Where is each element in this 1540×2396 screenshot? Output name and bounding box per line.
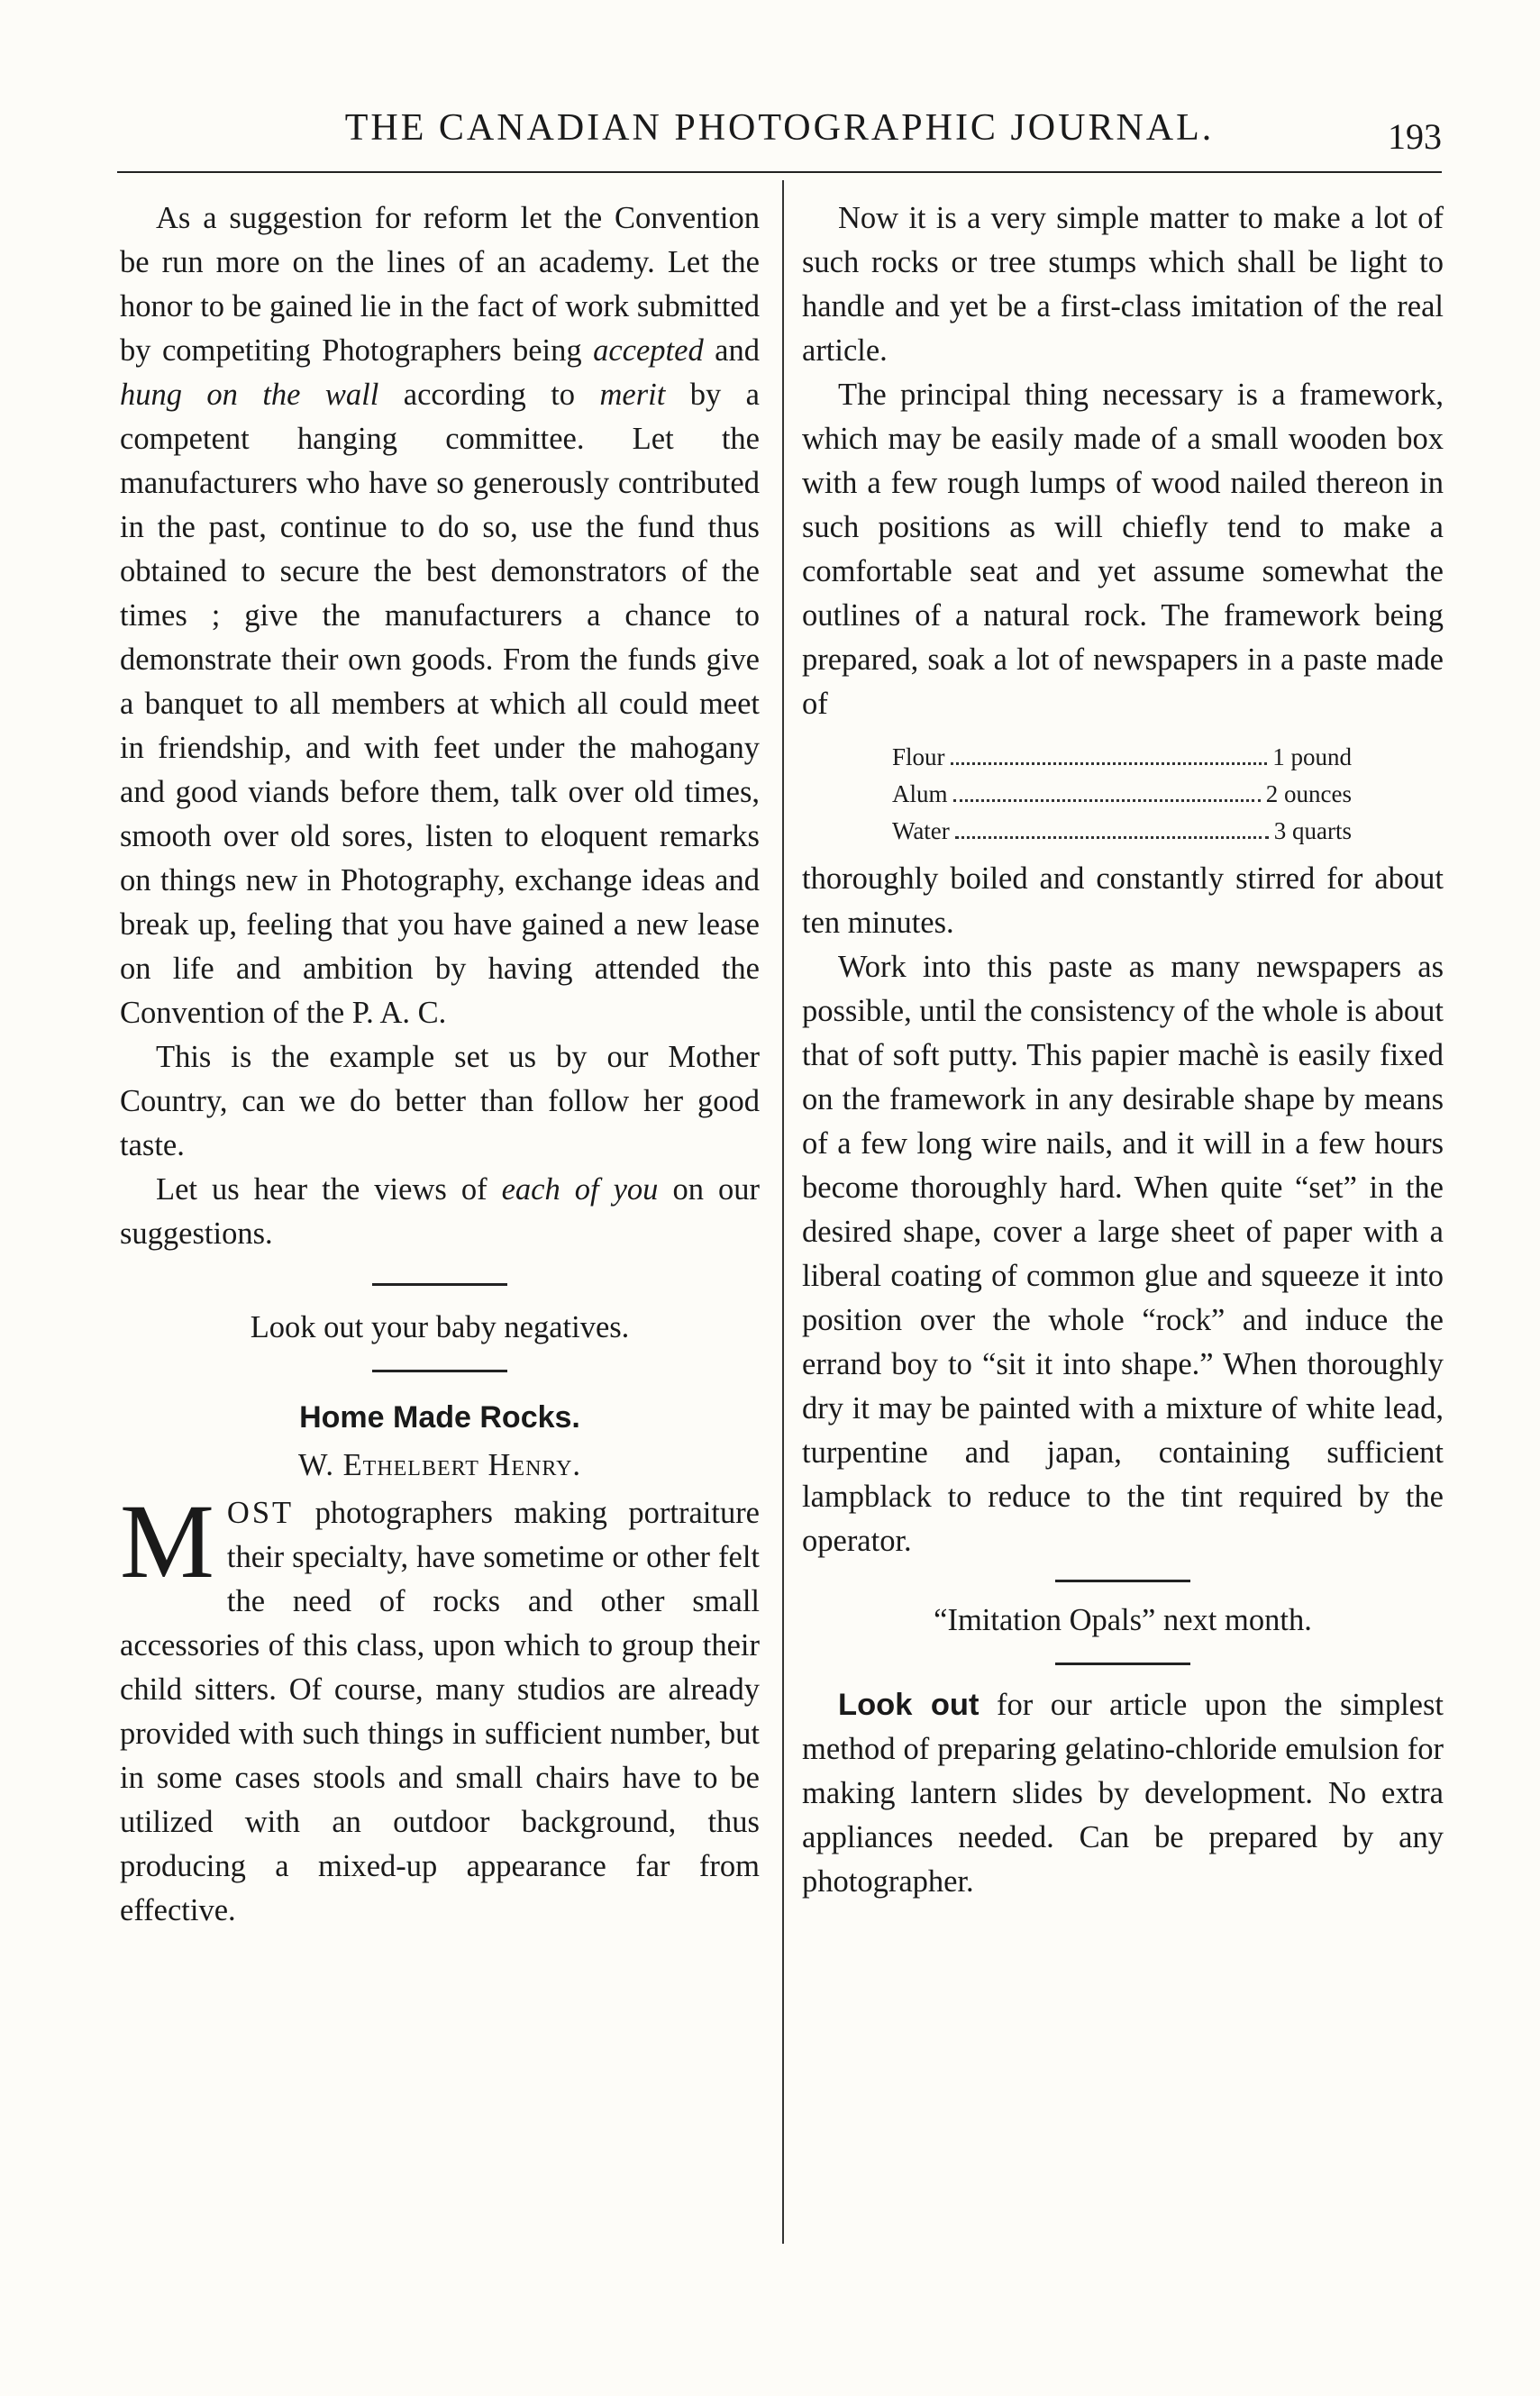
dot-leader xyxy=(953,799,1261,802)
recipe-ingredient: Flour xyxy=(892,743,945,770)
header-rule xyxy=(117,171,1442,173)
opals-notice: “Imitation Opals” next month. xyxy=(934,1603,1312,1637)
views-paragraph xyxy=(120,1168,760,1256)
views-em: each of you xyxy=(501,1172,659,1207)
reform-text-d: by a competent hanging committee. Let the manufacturers who have so generously contributed in the past, continue to do so, use the fund thus obtained to secure the best demonstrators of the times ; give the manufacturers a chance to demonstrate their own goods. From the funds give a banquet to all members at which all could meet in friendship, and with feet under the mahogany and good viands before them, talk over old times, smooth over old sores, listen to eloquent remarks on things new in Photography, exchange ideas and break up, feeling that you have gained a new lease on life and ambition by having attended the Convention of the P. A. C. xyxy=(120,378,760,1030)
dot-leader xyxy=(951,762,1268,765)
framework-paragraph: The principal thing necessary is a framework, which may be easily made of a small wooden box with a few rough lumps of wood nailed thereon in such positions as will chiefly tend to make a comfortable seat and yet assume somewhat the outlines of a natural rock. The framework being prepared, soak a lot of newspapers in a paste made of xyxy=(802,378,1444,721)
section-rule xyxy=(1055,1580,1190,1582)
drop-cap: M xyxy=(120,1482,214,1600)
article-title: Home Made Rocks. xyxy=(299,1400,580,1435)
reform-text-c: according to xyxy=(378,378,600,412)
lantern-slides-notice xyxy=(802,1683,1444,1904)
recipe-row xyxy=(892,776,1352,813)
reform-em-merit: merit xyxy=(599,378,666,412)
notice-body: for our article upon the simplest method of preparing gelatino-chloride emulsion for making lantern slides by development. No extra appliances needed. Can be prepared by any photographer. xyxy=(802,1688,1444,1899)
opening-body: photographers making portraiture their specialty, have sometime or other felt the need of rocks and other small accessories of this class, upon which to group their child sitters. Of course, many studios are already provided with such things in sufficient number, but in some cases stools and small chairs have to be utilized with an outdoor background, thus producing a mixed-up appearance far from effective. xyxy=(120,1496,760,1927)
journal-title: THE CANADIAN PHOTOGRAPHIC JOURNAL. xyxy=(344,107,1215,149)
recipe-row xyxy=(892,739,1352,776)
article-byline: W. Ethelbert Henry. xyxy=(297,1448,582,1482)
recipe-ingredient: Water xyxy=(892,817,950,844)
page-header xyxy=(117,106,1442,160)
recipe-amount: 3 quarts xyxy=(1273,817,1352,844)
reform-text-b: and xyxy=(703,333,760,368)
section-rule xyxy=(372,1370,507,1372)
recipe-amount: 2 ounces xyxy=(1265,780,1352,807)
reform-em-hung: hung on the wall xyxy=(120,378,379,412)
article-opening-paragraph xyxy=(120,1482,760,1933)
views-text-a: Let us hear the views of xyxy=(156,1172,502,1207)
section-rule xyxy=(1055,1663,1190,1665)
boiled-paragraph: thoroughly boiled and constantly stirred for about ten minutes. xyxy=(802,861,1444,940)
reform-text-a: As a suggestion for reform let the Convention be run more on the lines of an academy. Let the honor to be gained lie in the fact of work submitted by competiting Photographers being xyxy=(120,201,760,368)
reform-paragraph xyxy=(120,196,760,1035)
recipe-row xyxy=(892,813,1352,850)
reform-em-accepted: accepted xyxy=(593,333,704,368)
dot-leader xyxy=(955,836,1269,839)
column-divider xyxy=(782,180,784,2244)
work-paste-paragraph: Work into this paste as many newspapers as possible, until the consistency of the whole is about that of soft putty. This papier machè is easily fixed on the framework in any desirable shape by means of a few long wire nails, and it will in a few hours become thoroughly hard. When quite “set” in the desired shape, cover a large sheet of paper with a liberal coating of common glue and squeeze it into position over the whole “rock” and induce the errand boy to “sit it into shape.” When thoroughly dry it may be painted with a mixture of white lead, turpentine and japan, containing sufficient lampblack to reduce to the tint required by the operator. xyxy=(802,950,1444,1558)
paste-recipe xyxy=(802,739,1352,850)
section-rule xyxy=(372,1283,507,1286)
views-text-b: on our suggestions. xyxy=(120,1172,760,1251)
right-column xyxy=(802,196,1444,1904)
page-number: 193 xyxy=(1388,116,1442,157)
simple-matter-paragraph: Now it is a very simple matter to make a lot of such rocks or tree stumps which shall be light to handle and yet be a first-class imitation of the real article. xyxy=(802,201,1444,368)
recipe-amount: 1 pound xyxy=(1272,743,1352,770)
opening-words: OST xyxy=(226,1496,295,1530)
recipe-ingredient: Alum xyxy=(892,780,948,807)
left-column xyxy=(120,196,760,1933)
notice-lead: Look out xyxy=(838,1688,980,1722)
mother-country-paragraph: This is the example set us by our Mother Country, can we do better than follow her good taste. xyxy=(120,1040,760,1162)
baby-negatives-notice: Look out your baby negatives. xyxy=(250,1310,630,1344)
